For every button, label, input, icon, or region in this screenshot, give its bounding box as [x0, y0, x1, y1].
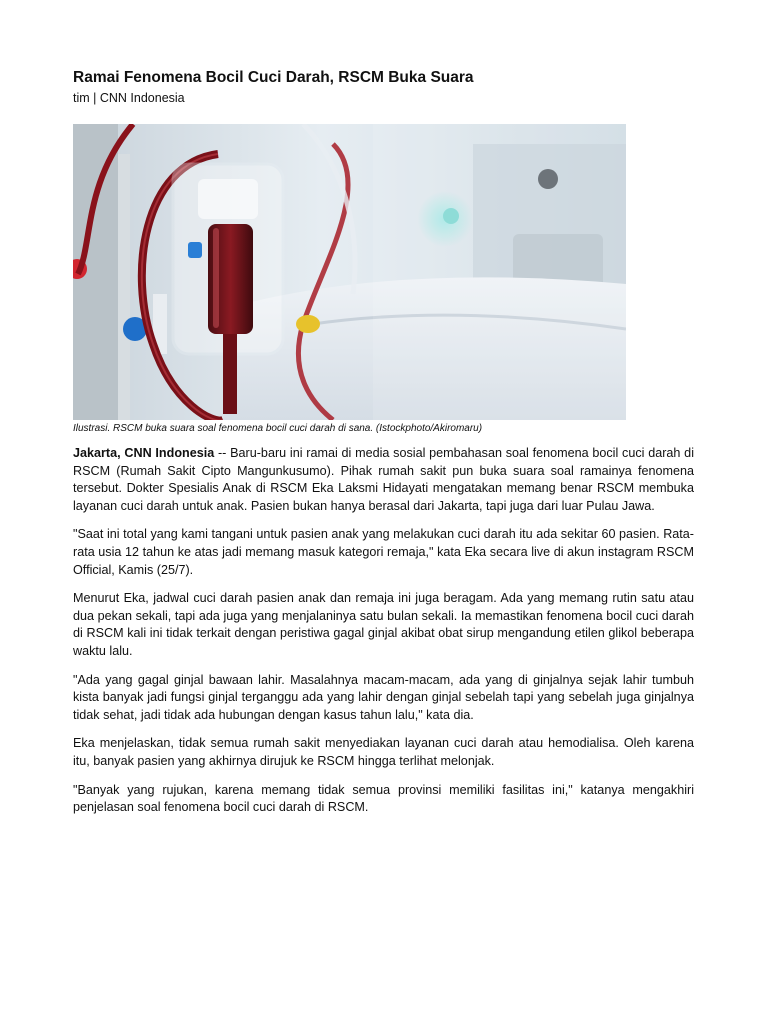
lead-text: -- Baru-baru ini ramai di media sosial pembahasan soal fenomena bocil cuci darah di RSCM (Rumah Sakit Cipto Mangunkusumo). Pihak rumah sakit pun buka suara soal ramainya fenomena tersebut. Dokter Spesialis Anak di RSCM Eka Laksmi Hidayati mengatakan memang benar RSCM membuka layanan cuci darah untuk anak. Pasien bukan hanya berasal dari Jakarta, tapi juga dari luar Pulau Jawa.	[73, 446, 694, 513]
article-title: Ramai Fenomena Bocil Cuci Darah, RSCM Buka Suara	[73, 69, 474, 86]
paragraph: "Ada yang gagal ginjal bawaan lahir. Masalahnya macam-macam, ada yang di ginjalnya sejak lahir tumbuh kista banyak jadi fungsi ginjal terganggu ada yang lahir dengan ginjal sebelah tapi yang sebelah juga ginjalnya tidak sehat, jadi tidak ada hubungan dengan kasus tahun lalu," kata dia.	[73, 672, 694, 722]
article	[73, 68, 694, 817]
lead-paragraph	[73, 445, 694, 515]
paragraph: "Saat ini total yang kami tangani untuk pasien anak yang melakukan cuci darah itu ada sekitar 60 pasien. Rata-rata usia 12 tahun ke atas jadi memang masuk kategori remaja," kata Eka secara live di akun instagram RSCM Official, Kamis (25/7).	[73, 527, 694, 577]
paragraph: Eka menjelaskan, tidak semua rumah sakit menyediakan layanan cuci darah atau hemodialisa. Oleh karena itu, banyak pasien yang akhirnya dirujuk ke RSCM hingga terlihat melonjak.	[73, 736, 694, 768]
paragraph: Menurut Eka, jadwal cuci darah pasien anak dan remaja ini juga beragam. Ada yang memang rutin satu atau dua pekan sekali, tapi ada juga yang menjalaninya satu bulan sekali. Ia memastikan fenomena bocil cuci darah di RSCM kali ini tidak terkait dengan peristiwa gagal ginjal akibat obat sirup mengandung etilen glikol beberapa waktu lalu.	[73, 591, 694, 658]
photo-caption: Ilustrasi. RSCM buka suara soal fenomena bocil cuci darah di sana. (Istockphoto/Akiromaru)	[73, 423, 483, 434]
dateline: Jakarta, CNN Indonesia	[73, 446, 215, 460]
article-byline: tim | CNN Indonesia	[73, 91, 185, 105]
paragraph: "Banyak yang rujukan, karena memang tidak semua provinsi memiliki fasilitas ini," katanya mengakhiri penjelasan soal fenomena bocil cuci darah di RSCM.	[73, 782, 694, 815]
article-photo	[73, 124, 626, 420]
